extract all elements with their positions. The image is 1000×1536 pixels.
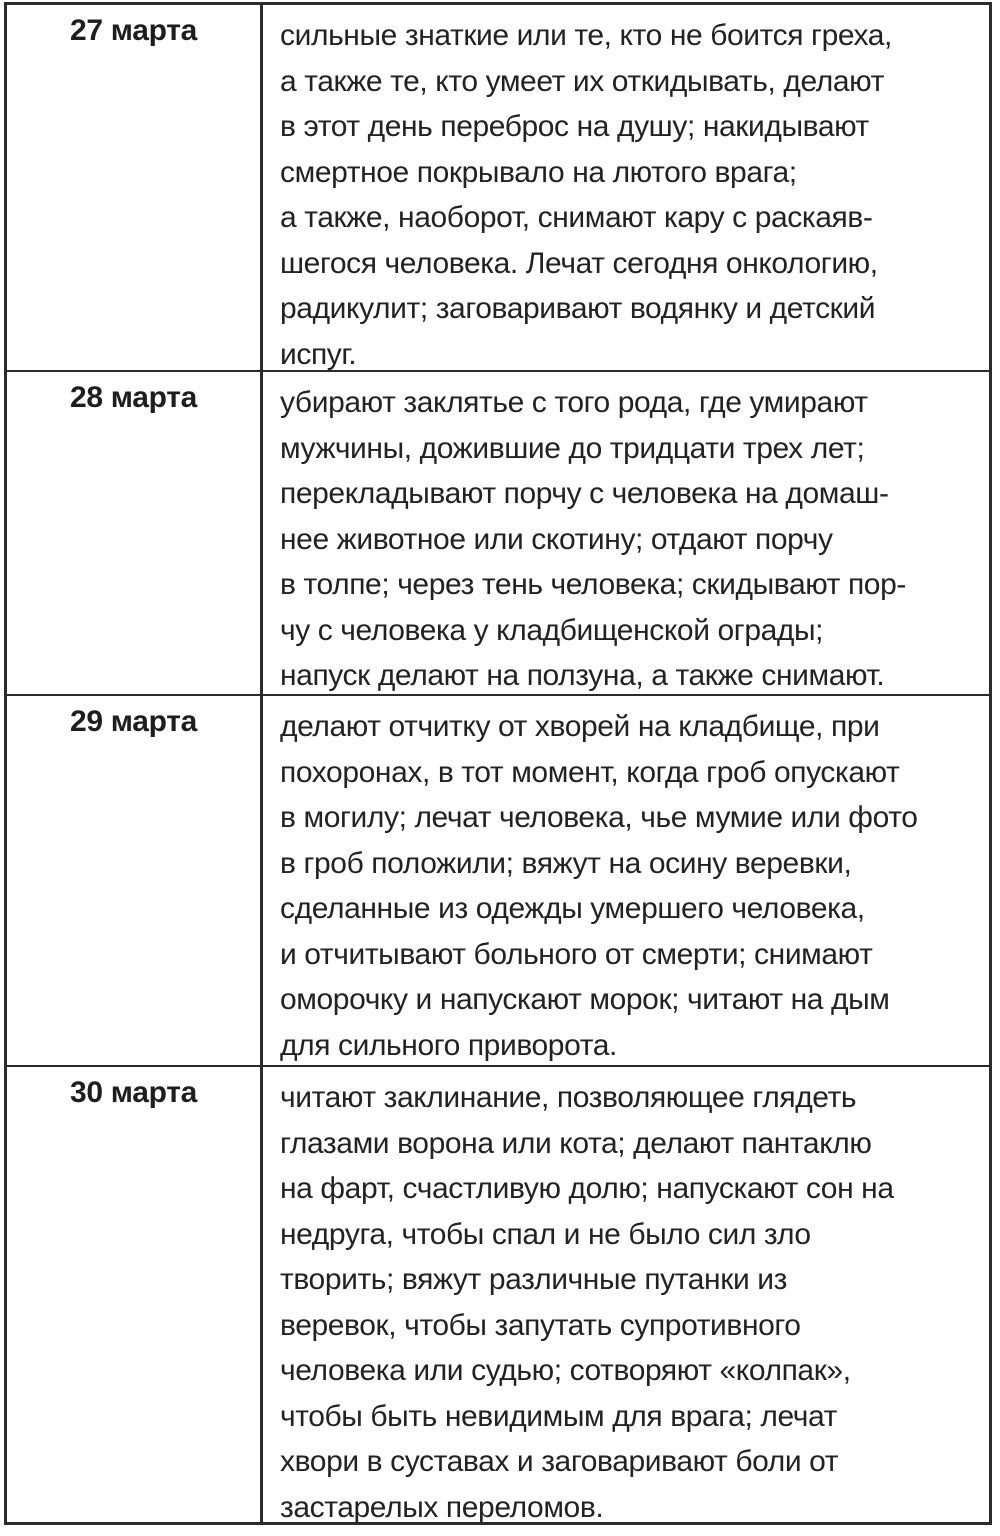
table-row xyxy=(7,1067,989,1522)
date-cell: 29 марта xyxy=(7,696,263,1065)
description-cell: убирают заклятье с того рода, где умирают мужчины, дожившие до тридцати трех лет; перекладывают порчу с человека на домаш- нее животное или скотину; отдают порчу в толпе; через тень человека; скидывают пор- чу с человека у кладбищенской ограды; напуск делают на ползуна, а также снимают. xyxy=(280,386,906,692)
description-cell: читают заклинание, позволяющее глядеть глазами ворона или кота; делают пантаклю на фарт, счастливую долю; напускают сон на недруга, чтобы спал и не было сил зло творить; вяжут различные путанки из веревок, чтобы запутать супротивного человека или судью; сотворяют «колпак», чтобы быть невидимым для врага; лечат хвори в суставах и заговаривают боли от застарелых переломов. xyxy=(280,1081,894,1524)
date-cell: 28 марта xyxy=(7,372,263,694)
table-row xyxy=(7,372,989,696)
calendar-table xyxy=(4,2,992,1525)
table-row xyxy=(7,696,989,1067)
date-cell: 30 марта xyxy=(7,1067,263,1522)
table-row xyxy=(7,5,989,372)
date-cell: 27 марта xyxy=(7,5,263,370)
description-cell: сильные знаткие или те, кто не боится греха, а также те, кто умеет их откидывать, делают в этот день переброс на душу; накидывают смертное покрывало на лютого врага; а также, наоборот, снимают кару с раскаяв- шегося человека. Лечат сегодня онкологию, радикулит; заговаривают водянку и детский испуг. xyxy=(280,19,892,371)
description-cell: делают отчитку от хворей на кладбище, при похоронах, в тот момент, когда гроб опускают в могилу; лечат человека, чье мумие или фото в гроб положили; вяжут на осину веревки, сделанные из одежды умершего человека, и отчитывают больного от смерти; снимают оморочку и напускают морок; читают на дым для сильного приворота. xyxy=(280,710,918,1062)
